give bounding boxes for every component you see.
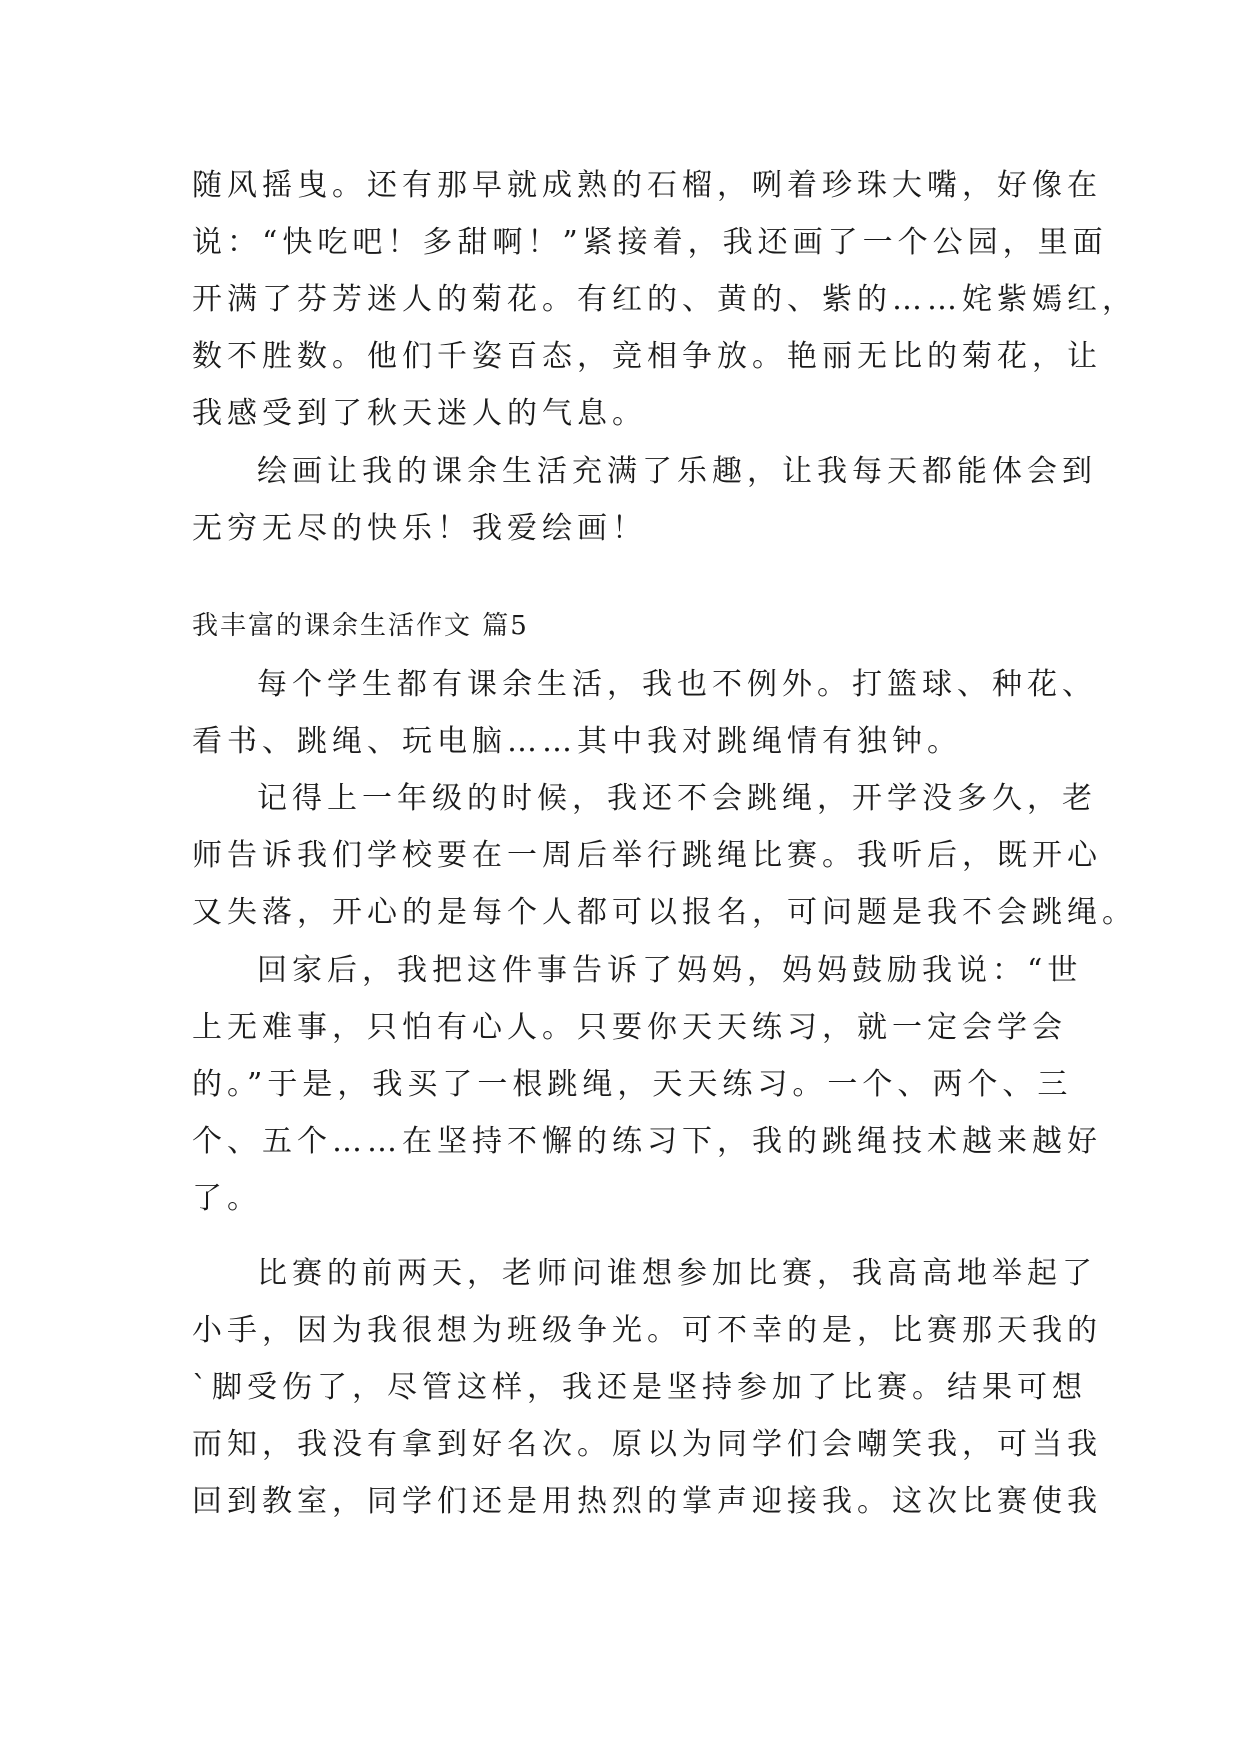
text-line: 看书、跳绳、玩电脑……其中我对跳绳情有独钟。: [192, 724, 962, 759]
text-line: 无穷无尽的快乐！我爱绘画！: [192, 511, 647, 546]
text-line: 回到教室，同学们还是用热烈的掌声迎接我。这次比赛使我: [192, 1484, 1102, 1519]
text-line: 个、五个……在坚持不懈的练习下，我的跳绳技术越来越好: [192, 1124, 1102, 1159]
text-line: 开满了芬芳迷人的菊花。有红的、黄的、紫的……姹紫嫣红，: [192, 282, 1137, 317]
text-line: `脚受伤了，尽管这样，我还是坚持参加了比赛。结果可想: [192, 1370, 1087, 1405]
text-line: 说：“快吃吧！多甜啊！”紧接着，我还画了一个公园，里面: [192, 225, 1108, 260]
text-line: 上无难事，只怕有心人。只要你天天练习，就一定会学会: [192, 1010, 1067, 1045]
text-line: 记得上一年级的时候，我还不会跳绳，开学没多久，老: [257, 781, 1097, 816]
text-line: 我感受到了秋天迷人的气息。: [192, 396, 647, 431]
text-line: 随风摇曳。还有那早就成熟的石榴，咧着珍珠大嘴，好像在: [192, 168, 1102, 203]
text-line: 绘画让我的课余生活充满了乐趣，让我每天都能体会到: [257, 454, 1097, 489]
text-line: 师告诉我们学校要在一周后举行跳绳比赛。我听后，既开心: [192, 838, 1102, 873]
text-line: 比赛的前两天，老师问谁想参加比赛，我高高地举起了: [257, 1256, 1097, 1291]
text-line: 而知，我没有拿到好名次。原以为同学们会嘲笑我，可当我: [192, 1427, 1102, 1462]
text-line: 又失落，开心的是每个人都可以报名，可问题是我不会跳绳。: [192, 895, 1137, 930]
text-line: 数不胜数。他们千姿百态，竞相争放。艳丽无比的菊花，让: [192, 339, 1102, 374]
essay-heading: 我丰富的课余生活作文 篇5: [192, 611, 529, 641]
text-line: 的。”于是，我买了一根跳绳，天天练习。一个、两个、三: [192, 1067, 1073, 1102]
text-line: 回家后，我把这件事告诉了妈妈，妈妈鼓励我说：“世: [257, 953, 1083, 988]
text-line: 了。: [192, 1181, 262, 1216]
text-line: 每个学生都有课余生活，我也不例外。打篮球、种花、: [257, 667, 1097, 702]
text-line: 小手，因为我很想为班级争光。可不幸的是，比赛那天我的: [192, 1313, 1102, 1348]
